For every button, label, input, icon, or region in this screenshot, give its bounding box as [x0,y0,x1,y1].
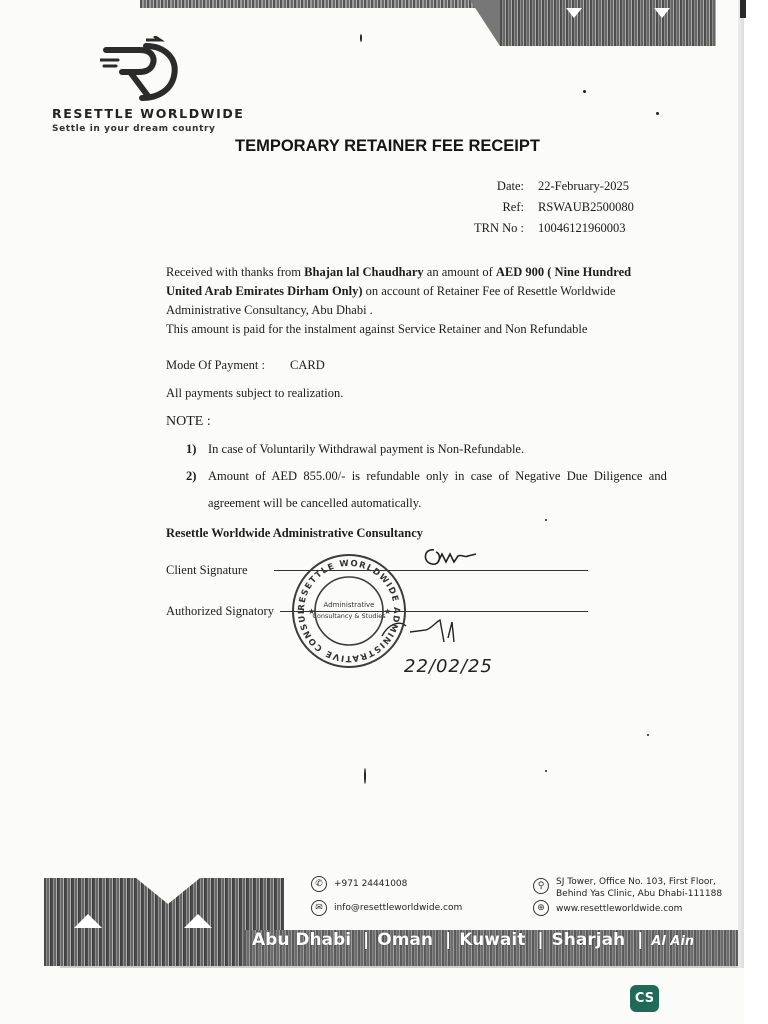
footer-website: www.resettleworldwide.com [556,904,683,914]
triangle-up-icon [184,914,212,928]
client-signature-label: Client Signature [166,563,248,577]
note-1-text: In case of Voluntarily Withdrawal payment is Non-Refundable. [208,442,525,456]
city-kuwait: Kuwait [459,930,526,950]
payment-mode-row [166,358,325,373]
scan-speck [364,768,366,784]
city-sharjah: Sharjah [551,930,626,950]
stamp-inner-line-2: Consultancy & Studies [312,612,386,620]
scan-speck [656,112,659,115]
payer-name: Bhajan lal Chaudhary [304,265,424,279]
company-name: Resettle Worldwide Administrative Consultancy [166,526,424,540]
scan-speck [545,519,547,521]
note-2-number: 2) [186,469,197,483]
receipt-line-2 [166,284,615,299]
footer-email: info@resettleworldwide.com [334,903,463,913]
phone-icon: ✆ [311,876,327,892]
stamp-star-icon: ★ [308,607,316,616]
authorized-signatory-label: Authorized Signatory [166,604,274,618]
note-2-text: Amount of AED 855.00/- is refundable only in case of Negative Due Diligence and [208,469,667,483]
line1-mid: an amount of [423,265,496,279]
scan-dark-corner [740,0,746,18]
scan-speck [647,734,649,736]
document-title: TEMPORARY RETAINER FEE RECEIPT [235,137,540,155]
note-2-continuation: agreement will be cancelled automatically. [208,496,422,510]
bottom-rule [60,966,740,968]
client-signature-scribble [420,544,484,572]
stamp-inner-line-1: Administrative [323,601,375,609]
email-icon: ✉ [311,900,327,916]
payment-mode-value: CARD [290,358,325,372]
stamp-star-icon: ★ [384,607,392,616]
company-logo [52,36,245,136]
ref-value: RSWAUB2500080 [538,200,634,214]
handwritten-date: 22/02/25 [404,656,493,677]
brand-name: RESETTLE WORLDWIDE [52,106,245,121]
amount-words: United Arab Emirates Dirham Only) [166,284,363,298]
payment-mode-label: Mode Of Payment : [166,358,265,372]
date-value: 22-February-2025 [538,179,629,193]
footer-notch [136,878,200,904]
scan-speck [360,34,362,42]
receipt-line-4: This amount is paid for the instalment against Service Retainer and Non Refundable [166,322,588,336]
date-label: Date: [496,179,524,193]
top-banner-block [500,0,716,46]
ref-label: Ref: [502,200,524,214]
line2-rest: on account of Retainer Fee of Resettle Worldwide [362,284,616,298]
triangle-up-icon [74,914,102,928]
city-oman: Oman [377,930,433,950]
footer-address-line-2: Behind Yas Clinic, Abu Dhabi-111188 [556,889,723,899]
city-separator: | [363,930,370,950]
city-separator: | [445,930,452,950]
footer-phone: +971 24441008 [334,879,408,889]
realization-text: All payments subject to realization. [166,386,344,400]
globe-icon: ⊕ [533,900,549,916]
footer-address-line-1: SJ Tower, Office No. 103, First Floor, [556,877,716,887]
city-separator: | [537,930,544,950]
scan-speck [583,90,586,93]
footer-cities [252,930,698,950]
trn-label: TRN No : [474,221,524,235]
amount-text: AED 900 ( Nine Hundred [495,265,632,279]
stamp-seal-icon [286,552,412,670]
resettle-logo-icon [100,36,184,102]
company-stamp [286,552,412,670]
city-abu-dhabi: Abu Dhabi [252,930,352,950]
camscanner-badge[interactable]: CS [630,985,659,1012]
line1-prefix: Received with thanks from [166,265,305,279]
receipt-line-1 [166,265,631,280]
brand-tagline: Settle in your dream country [52,124,216,134]
note-1-number: 1) [186,442,197,456]
city-separator: | [637,930,644,950]
scan-speck [545,770,547,772]
triangle-down-icon [654,8,670,18]
stamp-outer-text: RESETTLE WORLDWIDE ADMINISTRATIVE CONSUL [296,558,402,664]
scan-edge [744,0,768,1024]
city-al-ain: Al Ain [651,934,695,949]
trn-value: 10046121960003 [538,221,626,235]
receipt-line-3: Administrative Consultancy, Abu Dhabi . [166,303,373,317]
location-pin-icon: ⚲ [533,878,549,894]
note-label: NOTE : [166,414,211,429]
top-banner-slant [470,0,500,46]
triangle-down-icon [566,8,582,18]
